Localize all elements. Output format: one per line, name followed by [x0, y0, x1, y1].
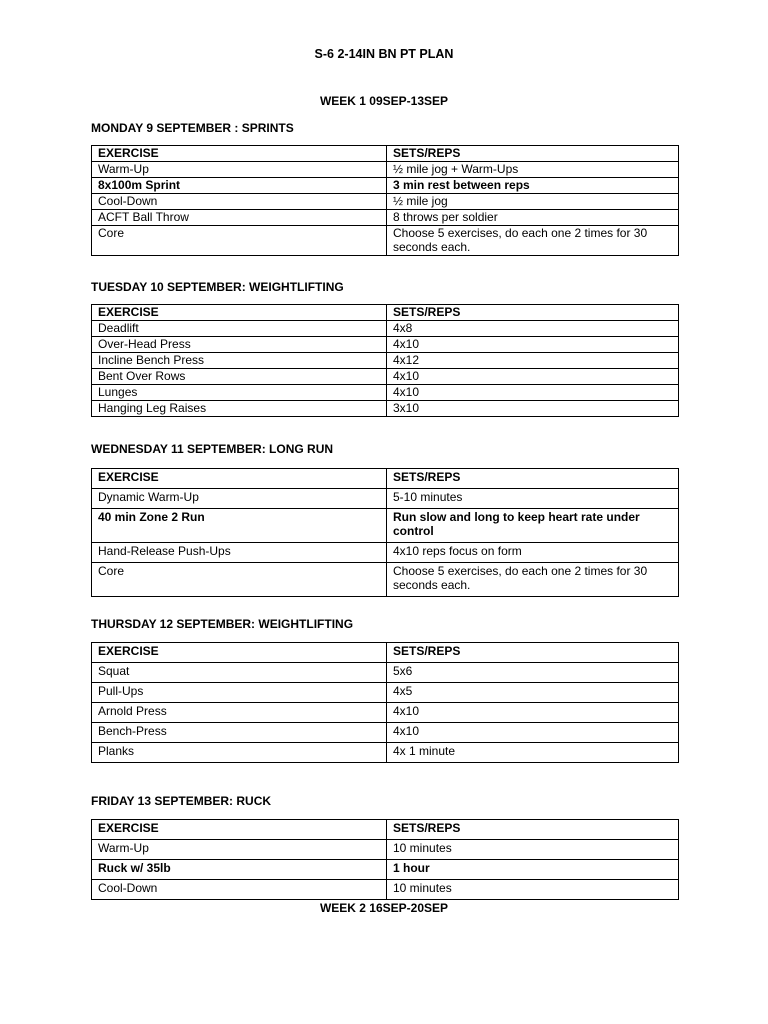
exercise-cell: Hanging Leg Raises: [92, 401, 387, 417]
sets-header: SETS/REPS: [387, 146, 679, 162]
exercise-cell: Hand-Release Push-Ups: [92, 543, 387, 563]
sets-cell: Run slow and long to keep heart rate under control: [387, 509, 679, 543]
table-row: [92, 162, 679, 178]
exercise-cell: Core: [92, 563, 387, 597]
sets-cell: 4x10 reps focus on form: [387, 543, 679, 563]
sets-header: SETS/REPS: [387, 820, 679, 840]
exercise-header: EXERCISE: [92, 469, 387, 489]
exercise-header: EXERCISE: [92, 146, 387, 162]
document-title: S-6 2-14IN BN PT PLAN: [314, 47, 454, 61]
sets-cell: 4x12: [387, 353, 679, 369]
table-row: [92, 489, 679, 509]
table-header-row: [92, 820, 679, 840]
monday-table: [91, 145, 679, 256]
table-row: [92, 840, 679, 860]
table-row: [92, 210, 679, 226]
sets-cell: 5-10 minutes: [387, 489, 679, 509]
exercise-cell: Bent Over Rows: [92, 369, 387, 385]
table-row: [92, 226, 679, 256]
table-header-row: [92, 469, 679, 489]
week-1-heading: WEEK 1 09SEP-13SEP: [319, 94, 449, 108]
sets-cell: 4x10: [387, 723, 679, 743]
exercise-cell: 8x100m Sprint: [92, 178, 387, 194]
table-row: [92, 703, 679, 723]
exercise-cell: Bench-Press: [92, 723, 387, 743]
week-2-heading: WEEK 2 16SEP-20SEP: [319, 901, 449, 915]
monday-heading: MONDAY 9 SEPTEMBER : SPRINTS: [91, 121, 294, 135]
exercise-cell: Dynamic Warm-Up: [92, 489, 387, 509]
table-header-row: [92, 146, 679, 162]
sets-cell: 4x10: [387, 385, 679, 401]
sets-header: SETS/REPS: [387, 305, 679, 321]
table-row: [92, 321, 679, 337]
sets-cell: 4x10: [387, 369, 679, 385]
wednesday-heading: WEDNESDAY 11 SEPTEMBER: LONG RUN: [91, 442, 334, 456]
table-row: [92, 353, 679, 369]
sets-cell: ½ mile jog: [387, 194, 679, 210]
table-row: [92, 194, 679, 210]
table-row: [92, 860, 679, 880]
exercise-cell: Squat: [92, 663, 387, 683]
table-row: [92, 880, 679, 900]
sets-header: SETS/REPS: [387, 643, 679, 663]
exercise-cell: Cool-Down: [92, 880, 387, 900]
exercise-cell: Ruck w/ 35lb: [92, 860, 387, 880]
table-row: [92, 369, 679, 385]
table-row: [92, 509, 679, 543]
sets-cell: 4x8: [387, 321, 679, 337]
sets-header: SETS/REPS: [387, 469, 679, 489]
exercise-cell: Warm-Up: [92, 162, 387, 178]
exercise-cell: Cool-Down: [92, 194, 387, 210]
exercise-cell: Planks: [92, 743, 387, 763]
table-row: [92, 401, 679, 417]
table-row: [92, 663, 679, 683]
sets-cell: 3x10: [387, 401, 679, 417]
tuesday-table: [91, 304, 679, 417]
friday-table: [91, 819, 679, 900]
exercise-cell: Pull-Ups: [92, 683, 387, 703]
table-row: [92, 683, 679, 703]
thursday-heading: THURSDAY 12 SEPTEMBER: WEIGHTLIFTING: [91, 617, 354, 631]
sets-cell: Choose 5 exercises, do each one 2 times for 30 seconds each.: [387, 226, 679, 256]
exercise-cell: Over-Head Press: [92, 337, 387, 353]
table-row: [92, 385, 679, 401]
exercise-header: EXERCISE: [92, 305, 387, 321]
sets-cell: 3 min rest between reps: [387, 178, 679, 194]
sets-cell: 8 throws per soldier: [387, 210, 679, 226]
table-row: [92, 723, 679, 743]
exercise-cell: Lunges: [92, 385, 387, 401]
exercise-cell: Warm-Up: [92, 840, 387, 860]
table-row: [92, 543, 679, 563]
sets-cell: 4x5: [387, 683, 679, 703]
table-header-row: [92, 643, 679, 663]
exercise-cell: Incline Bench Press: [92, 353, 387, 369]
friday-heading: FRIDAY 13 SEPTEMBER: RUCK: [91, 794, 272, 808]
sets-cell: 10 minutes: [387, 840, 679, 860]
exercise-cell: ACFT Ball Throw: [92, 210, 387, 226]
table-row: [92, 563, 679, 597]
exercise-header: EXERCISE: [92, 820, 387, 840]
exercise-cell: 40 min Zone 2 Run: [92, 509, 387, 543]
thursday-table: [91, 642, 679, 763]
exercise-cell: Arnold Press: [92, 703, 387, 723]
sets-cell: Choose 5 exercises, do each one 2 times for 30 seconds each.: [387, 563, 679, 597]
table-row: [92, 178, 679, 194]
wednesday-table: [91, 468, 679, 597]
exercise-header: EXERCISE: [92, 643, 387, 663]
sets-cell: 4x10: [387, 703, 679, 723]
sets-cell: 1 hour: [387, 860, 679, 880]
sets-cell: 5x6: [387, 663, 679, 683]
sets-cell: ½ mile jog + Warm-Ups: [387, 162, 679, 178]
table-row: [92, 337, 679, 353]
sets-cell: 4x 1 minute: [387, 743, 679, 763]
sets-cell: 4x10: [387, 337, 679, 353]
table-row: [92, 743, 679, 763]
tuesday-heading: TUESDAY 10 SEPTEMBER: WEIGHTLIFTING: [91, 280, 344, 294]
exercise-cell: Deadlift: [92, 321, 387, 337]
sets-cell: 10 minutes: [387, 880, 679, 900]
table-header-row: [92, 305, 679, 321]
exercise-cell: Core: [92, 226, 387, 256]
